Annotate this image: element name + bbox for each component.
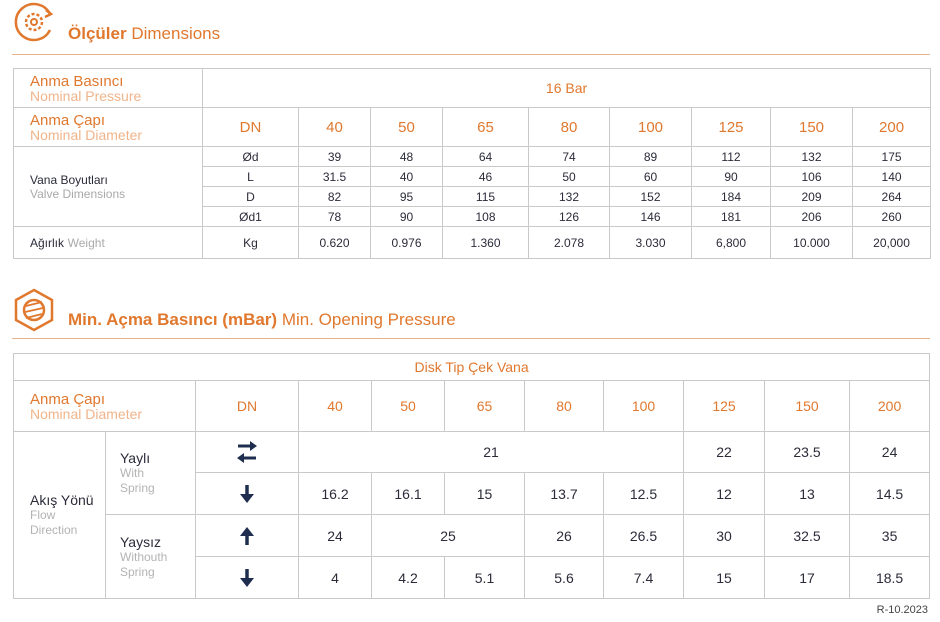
table-cell: 60 bbox=[610, 167, 692, 187]
dn-value: 200 bbox=[850, 381, 930, 432]
table-cell: 15 bbox=[445, 473, 525, 515]
dn-value: 100 bbox=[604, 381, 684, 432]
table-cell: 132 bbox=[771, 147, 853, 167]
table-cell: 78 bbox=[299, 207, 371, 227]
row-key: Ød bbox=[203, 147, 299, 167]
table-cell: 90 bbox=[692, 167, 771, 187]
weight-cell: 1.360 bbox=[443, 227, 529, 259]
table-cell: 181 bbox=[692, 207, 771, 227]
table-row bbox=[14, 147, 931, 167]
table-cell: 140 bbox=[853, 167, 931, 187]
table-cell: 132 bbox=[529, 187, 610, 207]
table-cell: 82 bbox=[299, 187, 371, 207]
table-cell: 24 bbox=[850, 432, 930, 473]
table-cell: 184 bbox=[692, 187, 771, 207]
hex-nut-icon bbox=[12, 288, 56, 332]
weight-cell: 0.620 bbox=[299, 227, 371, 259]
diameter-label-cell bbox=[14, 108, 203, 147]
table-cell: 24 bbox=[299, 515, 372, 557]
opening-pressure-title bbox=[68, 310, 456, 330]
table-cell: 90 bbox=[371, 207, 443, 227]
dn-value: 125 bbox=[684, 381, 765, 432]
table-cell: 108 bbox=[443, 207, 529, 227]
nospring-up-row bbox=[14, 515, 930, 557]
valve-label-en: Valve Dimensions bbox=[30, 186, 126, 201]
table-cell: 14.5 bbox=[850, 473, 930, 515]
flow-label-tr: Akış Yönü bbox=[30, 492, 94, 508]
table-cell: 95 bbox=[371, 187, 443, 207]
table-cell: 112 bbox=[692, 147, 771, 167]
table-cell: 22 bbox=[684, 432, 765, 473]
dn-row bbox=[14, 381, 930, 432]
down-arrow-icon bbox=[196, 473, 299, 515]
dn-value: 150 bbox=[771, 108, 853, 147]
row-key: D bbox=[203, 187, 299, 207]
dimensions-table bbox=[13, 68, 931, 259]
dimensions-title bbox=[68, 24, 220, 44]
dn-label: DN bbox=[196, 381, 299, 432]
dn-value: 125 bbox=[692, 108, 771, 147]
dn-value: 65 bbox=[445, 381, 525, 432]
dn-value: 40 bbox=[299, 108, 371, 147]
row-key: L bbox=[203, 167, 299, 187]
table-cell: 7.4 bbox=[604, 557, 684, 599]
weight-cell: 0.976 bbox=[371, 227, 443, 259]
dn-value: 200 bbox=[853, 108, 931, 147]
table-cell: 206 bbox=[771, 207, 853, 227]
diameter-label-cell bbox=[14, 381, 196, 432]
pressure-label-tr: Anma Basıncı bbox=[30, 72, 124, 90]
pressure-label-cell bbox=[14, 69, 203, 108]
table-cell: 16.2 bbox=[299, 473, 372, 515]
dn-value: 80 bbox=[529, 108, 610, 147]
table-cell: 5.6 bbox=[525, 557, 604, 599]
spring-label-en-1: With bbox=[120, 466, 144, 480]
valve-label-cell bbox=[14, 147, 203, 227]
table-cell: 146 bbox=[610, 207, 692, 227]
table-cell: 12 bbox=[684, 473, 765, 515]
nospring-label-cell bbox=[106, 515, 196, 599]
table-cell: 264 bbox=[853, 187, 931, 207]
table-cell: 25 bbox=[372, 515, 525, 557]
dn-value: 100 bbox=[610, 108, 692, 147]
table-cell: 126 bbox=[529, 207, 610, 227]
table-cell: 50 bbox=[529, 167, 610, 187]
table-cell: 106 bbox=[771, 167, 853, 187]
spring-label-tr: Yaylı bbox=[120, 450, 151, 466]
table-cell: 30 bbox=[684, 515, 765, 557]
dn-value: 80 bbox=[525, 381, 604, 432]
table-cell: 64 bbox=[443, 147, 529, 167]
table-cell: 4.2 bbox=[372, 557, 445, 599]
flow-direction-label-cell bbox=[14, 432, 106, 599]
dn-value: 50 bbox=[371, 108, 443, 147]
dn-value: 65 bbox=[443, 108, 529, 147]
dn-value: 50 bbox=[372, 381, 445, 432]
valve-label-tr: Vana Boyutları bbox=[30, 172, 108, 187]
horizontal-arrows-icon bbox=[196, 432, 299, 473]
diameter-label-en: Nominal Diameter bbox=[30, 126, 143, 143]
weight-cell: 3.030 bbox=[610, 227, 692, 259]
table-cell: 26 bbox=[525, 515, 604, 557]
down-arrow-icon bbox=[196, 557, 299, 599]
table-cell: 5.1 bbox=[445, 557, 525, 599]
weight-cell: 20,000 bbox=[853, 227, 931, 259]
dimensions-title-rest: Dimensions bbox=[131, 24, 221, 43]
diameter-label-tr: Anma Çapı bbox=[30, 390, 106, 408]
table-cell: 46 bbox=[443, 167, 529, 187]
up-arrow-icon bbox=[196, 515, 299, 557]
table-cell: 13 bbox=[765, 473, 850, 515]
diameter-label-tr: Anma Çapı bbox=[30, 111, 106, 129]
table-cell: 74 bbox=[529, 147, 610, 167]
dn-value: 40 bbox=[299, 381, 372, 432]
table-cell: 260 bbox=[853, 207, 931, 227]
weight-row bbox=[14, 227, 931, 259]
revision-code: R-10.2023 bbox=[876, 604, 928, 616]
nospring-label-tr: Yaysız bbox=[120, 533, 161, 550]
disk-type-row bbox=[14, 354, 930, 381]
pressure-row bbox=[14, 69, 931, 108]
nospring-label-en-1: Withouth bbox=[120, 549, 168, 564]
weight-cell: 6,800 bbox=[692, 227, 771, 259]
section-divider bbox=[12, 54, 930, 55]
pressure-label-en: Nominal Pressure bbox=[30, 87, 142, 104]
dn-value: 150 bbox=[765, 381, 850, 432]
table-cell: 152 bbox=[610, 187, 692, 207]
table-cell: 209 bbox=[771, 187, 853, 207]
table-cell: 23.5 bbox=[765, 432, 850, 473]
dimensions-title-bold: Ölçüler bbox=[68, 24, 127, 43]
table-cell: 175 bbox=[853, 147, 931, 167]
table-cell: 89 bbox=[610, 147, 692, 167]
opening-title-rest: Min. Opening Pressure bbox=[281, 310, 456, 329]
table-cell: 39 bbox=[299, 147, 371, 167]
table-cell: 35 bbox=[850, 515, 930, 557]
table-cell: 31.5 bbox=[299, 167, 371, 187]
table-cell: 15 bbox=[684, 557, 765, 599]
diameter-label-en: Nominal Diameter bbox=[30, 405, 143, 422]
table-cell: 40 bbox=[371, 167, 443, 187]
table-cell: 13.7 bbox=[525, 473, 604, 515]
table-cell: 18.5 bbox=[850, 557, 930, 599]
weight-unit: Kg bbox=[203, 227, 299, 259]
row-key: Ød1 bbox=[203, 207, 299, 227]
table-cell: 4 bbox=[299, 557, 372, 599]
spring-label-en-2: Spring bbox=[120, 481, 155, 495]
table-cell: 32.5 bbox=[765, 515, 850, 557]
table-cell: 16.1 bbox=[372, 473, 445, 515]
weight-cell: 10.000 bbox=[771, 227, 853, 259]
table-cell: 21 bbox=[299, 432, 684, 473]
spring-horizontal-row bbox=[14, 432, 930, 473]
disk-type-header: Disk Tip Çek Vana bbox=[14, 354, 930, 381]
table-cell: 12.5 bbox=[604, 473, 684, 515]
opening-title-bold: Min. Açma Basıncı (mBar) bbox=[68, 310, 278, 329]
table-cell: 17 bbox=[765, 557, 850, 599]
table-cell: 48 bbox=[371, 147, 443, 167]
dn-label: DN bbox=[203, 108, 299, 147]
flow-label-en-2: Direction bbox=[30, 523, 78, 537]
weight-label-tr: Ağırlık bbox=[30, 236, 65, 250]
dn-row bbox=[14, 108, 931, 147]
nospring-label-en-2: Spring bbox=[120, 564, 155, 579]
table-cell: 115 bbox=[443, 187, 529, 207]
flow-label-en-1: Flow bbox=[30, 508, 56, 522]
weight-label-cell bbox=[14, 227, 203, 259]
weight-label-en: Weight bbox=[67, 236, 105, 250]
weight-cell: 2.078 bbox=[529, 227, 610, 259]
opening-pressure-table bbox=[13, 353, 930, 599]
section-divider bbox=[12, 338, 930, 339]
gear-refresh-icon bbox=[12, 0, 56, 44]
table-cell: 26.5 bbox=[604, 515, 684, 557]
spring-label-cell bbox=[106, 432, 196, 515]
pressure-value: 16 Bar bbox=[203, 69, 931, 108]
